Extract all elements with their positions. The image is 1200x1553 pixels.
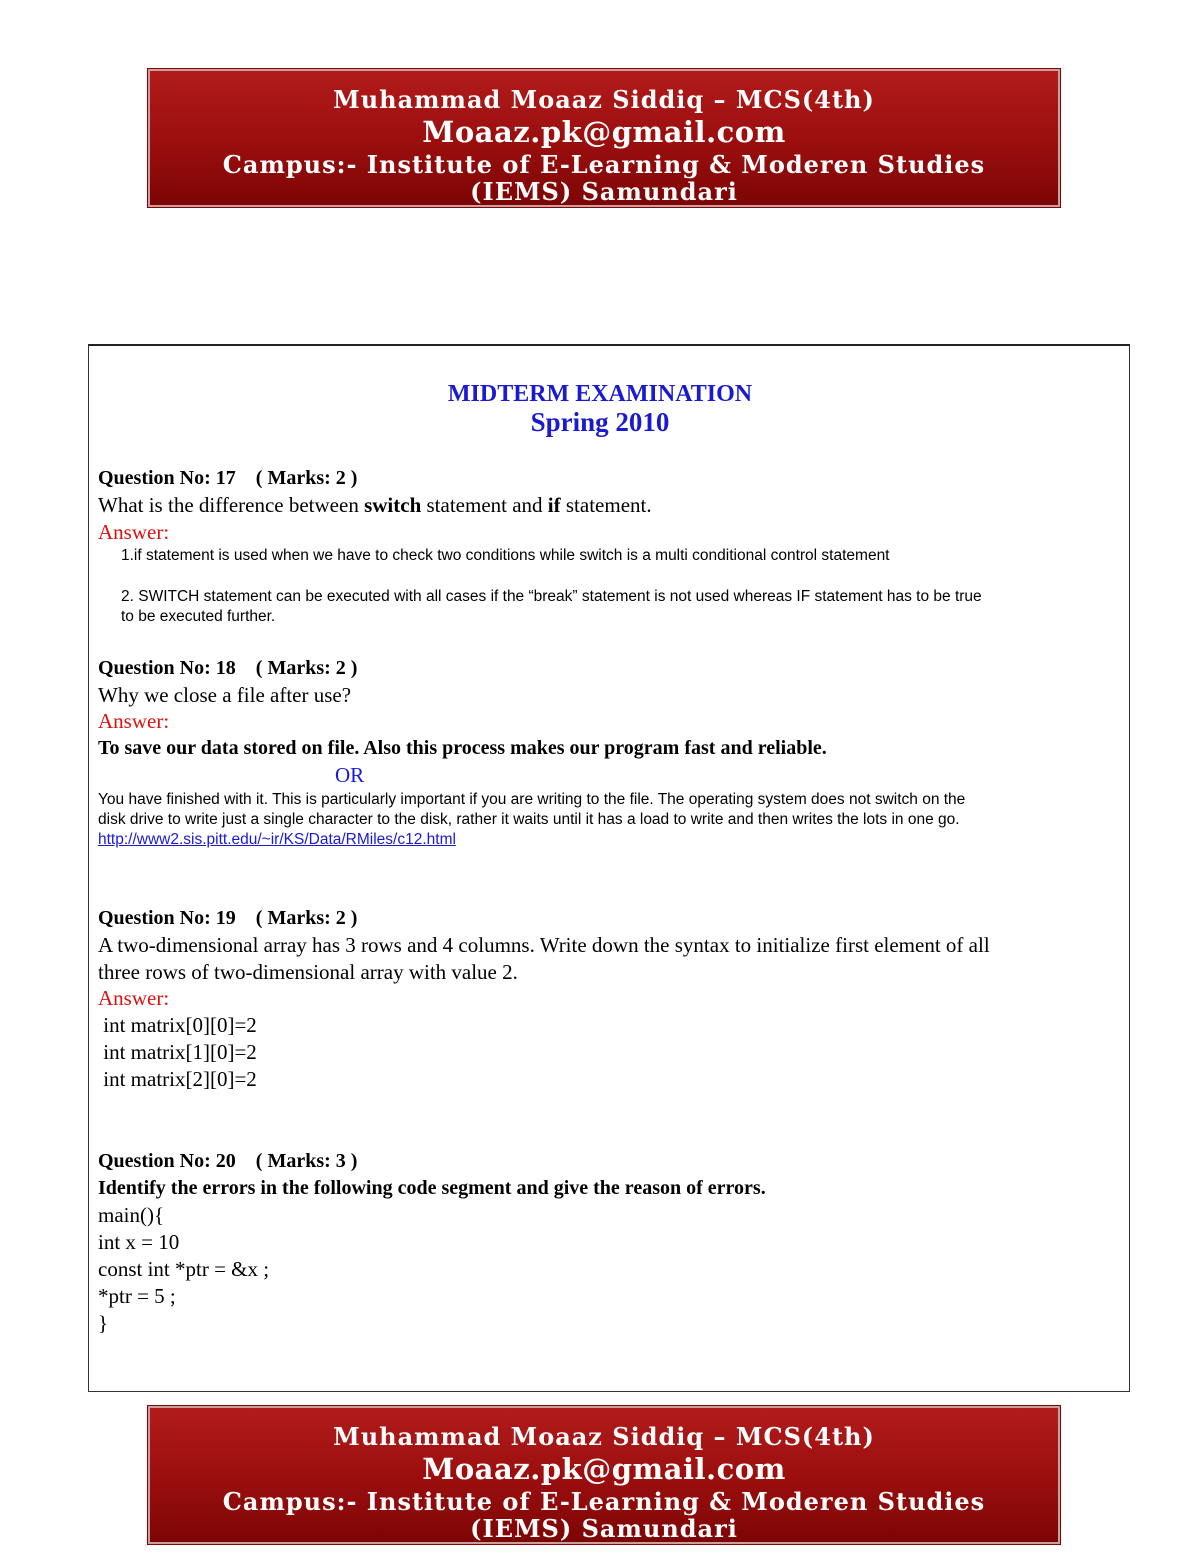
question-17-text: [98, 493, 652, 518]
question-marks: ( Marks: 2 ): [255, 657, 358, 679]
header-banner: [148, 69, 1060, 207]
answer-label: Answer:: [98, 520, 170, 544]
campus-line: Campus:- Institute of E-Learning & Moderen Studies: [222, 1487, 986, 1516]
code-line: int x = 10: [98, 1230, 180, 1254]
code-line: }: [98, 1311, 109, 1335]
question-label: Question No: 19: [98, 907, 236, 929]
code-line: int matrix[1][0]=2: [98, 1040, 257, 1064]
question-19-text-line-1: A two-dimensional array has 3 rows and 4 columns. Write down the syntax to initialize first element of all: [98, 933, 990, 957]
question-20-text: Identify the errors in the following code segment and give the reason of errors.: [98, 1177, 766, 1199]
email-line: Moaaz.pk@gmail.com: [422, 115, 786, 149]
text-part: statement and: [421, 493, 548, 517]
question-19-heading: [98, 907, 357, 930]
text-part: statement.: [560, 493, 652, 517]
question-19-text-line-2: three rows of two-dimensional array with value 2.: [98, 960, 518, 984]
text-part: What is the difference between: [98, 493, 365, 517]
answer-point-1: 1.if statement is used when we have to check two conditions while switch is a multi conditional control statement: [121, 547, 890, 564]
or-separator: OR: [335, 763, 365, 787]
answer-point-2: 2. SWITCH statement can be executed with all cases if the “break” statement is not used whereas IF statement has to be true: [121, 588, 982, 605]
answer-point-2-cont: to be executed further.: [121, 608, 276, 625]
reference-link[interactable]: http://www2.sis.pitt.edu/~ir/KS/Data/RMiles/c12.html: [98, 831, 456, 848]
campus-city-line: (IEMS) Samundari: [470, 177, 738, 206]
answer-label: Answer:: [98, 709, 170, 733]
answer-text: To save our data stored on file. Also this process makes our program fast and reliable.: [98, 737, 827, 759]
question-20-heading: [98, 1150, 357, 1173]
author-line: Muhammad Moaaz Siddiq – MCS(4th): [333, 1422, 875, 1451]
code-line: *ptr = 5 ;: [98, 1284, 176, 1308]
exam-title: MIDTERM EXAMINATION: [447, 381, 753, 407]
question-18-text: Why we close a file after use?: [98, 683, 352, 707]
question-label: Question No: 18: [98, 657, 236, 679]
exam-term: Spring 2010: [530, 407, 670, 437]
author-line: Muhammad Moaaz Siddiq – MCS(4th): [333, 85, 875, 114]
code-line: int matrix[2][0]=2: [98, 1067, 257, 1091]
question-marks: ( Marks: 2 ): [255, 907, 358, 929]
answer-label: Answer:: [98, 986, 170, 1010]
footer-banner: [148, 1406, 1060, 1544]
code-line: const int *ptr = &x ;: [98, 1257, 270, 1281]
question-label: Question No: 17: [98, 467, 236, 489]
campus-line: Campus:- Institute of E-Learning & Moderen Studies: [222, 150, 986, 179]
code-line: int matrix[0][0]=2: [98, 1013, 257, 1037]
code-line: main(){: [98, 1203, 165, 1227]
question-label: Question No: 20: [98, 1150, 236, 1172]
question-18-heading: [98, 657, 357, 680]
question-marks: ( Marks: 3 ): [255, 1150, 358, 1172]
email-line: Moaaz.pk@gmail.com: [422, 1452, 786, 1486]
question-marks: ( Marks: 2 ): [255, 467, 358, 489]
text-bold: if: [547, 493, 561, 517]
answer-alt-line-2: disk drive to write just a single character to the disk, rather it waits until it has a load to write and then writes the lots in one go.: [98, 811, 960, 828]
text-bold: switch: [364, 493, 422, 517]
question-17-heading: [98, 467, 357, 490]
answer-alt-line-1: You have finished with it. This is particularly important if you are writing to the file. The operating system does not switch on the: [98, 791, 966, 808]
campus-city-line: (IEMS) Samundari: [470, 1514, 738, 1543]
